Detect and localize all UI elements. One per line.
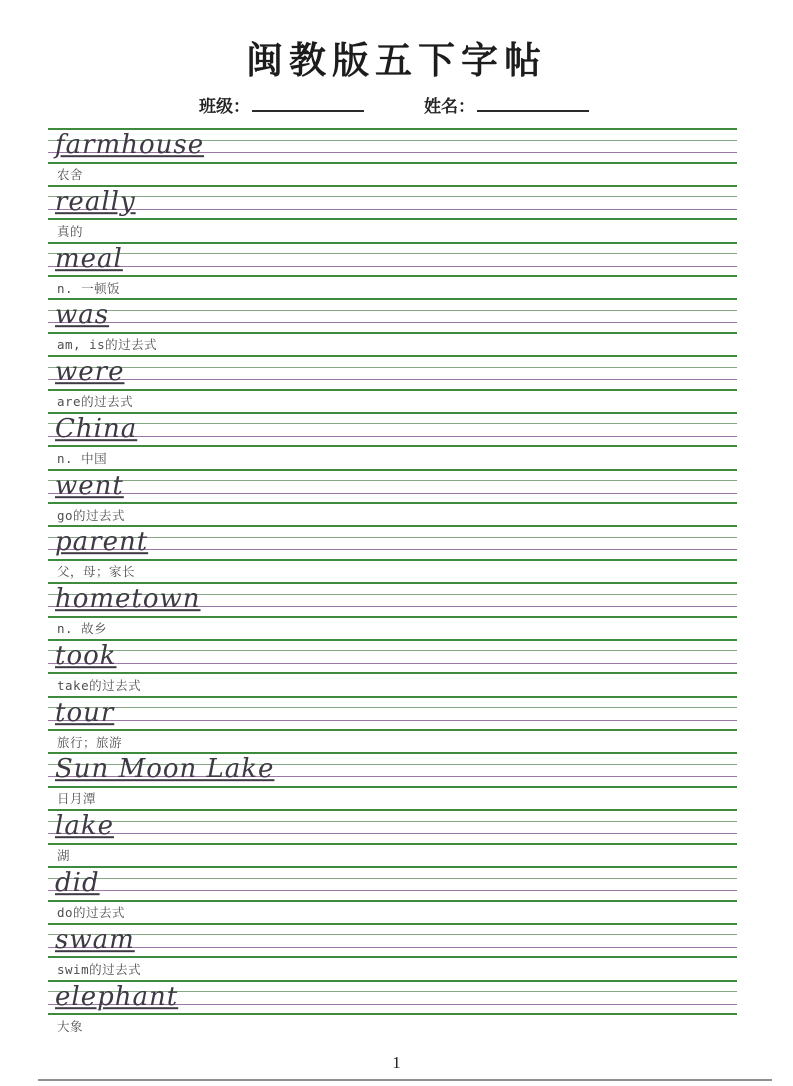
writing-grid — [48, 298, 737, 334]
word-block — [48, 696, 737, 753]
chinese-meaning: 农舍 — [57, 167, 84, 182]
grid-line-top — [48, 809, 737, 811]
writing-grid — [48, 525, 737, 561]
english-word: Sun Moon Lake — [55, 754, 275, 785]
grid-line-xheight — [48, 423, 737, 424]
grid-line-xheight — [48, 196, 737, 197]
writing-grid — [48, 866, 737, 902]
chinese-meaning: n. 一顿饭 — [57, 280, 121, 296]
grid-line-baseline — [48, 493, 737, 494]
word-block — [48, 752, 737, 809]
grid-line-top — [48, 242, 737, 244]
word-block — [48, 355, 737, 412]
grid-line-baseline — [48, 663, 737, 664]
word-block — [48, 923, 737, 980]
grid-line-baseline — [48, 549, 737, 550]
writing-grid — [48, 185, 737, 221]
writing-grid — [48, 242, 737, 278]
english-word: tour — [55, 697, 115, 728]
chinese-meaning: n. 故乡 — [57, 621, 108, 637]
writing-grid — [48, 923, 737, 959]
grid-line-top — [48, 412, 737, 414]
grid-line-baseline — [48, 720, 737, 721]
chinese-meaning: 父，母；家长 — [57, 564, 136, 580]
grid-line-top — [48, 185, 737, 187]
chinese-meaning: do的过去式 — [57, 905, 126, 920]
english-word: did — [55, 868, 100, 899]
writing-grid — [48, 412, 737, 448]
english-word: swam — [55, 924, 135, 955]
word-block — [48, 980, 737, 1037]
name-label: 姓名： — [424, 97, 475, 116]
english-word: meal — [55, 243, 123, 274]
english-word: were — [55, 357, 125, 388]
english-word: was — [55, 300, 110, 331]
grid-line-top — [48, 923, 737, 925]
grid-line-xheight — [48, 537, 737, 538]
word-block — [48, 469, 737, 526]
grid-line-xheight — [48, 707, 737, 708]
grid-line-top — [48, 298, 737, 300]
english-word: really — [55, 186, 136, 217]
english-word: parent — [55, 527, 149, 558]
chinese-meaning: am, is的过去式 — [57, 337, 158, 353]
grid-line-baseline — [48, 890, 737, 891]
word-block — [48, 412, 737, 469]
class-blank-line — [252, 95, 364, 112]
writing-grid — [48, 696, 737, 732]
word-block — [48, 639, 737, 696]
word-block — [48, 809, 737, 866]
grid-line-xheight — [48, 367, 737, 368]
grid-line-xheight — [48, 821, 737, 822]
word-block — [48, 298, 737, 355]
chinese-meaning: take的过去式 — [57, 677, 142, 693]
grid-line-top — [48, 469, 737, 471]
grid-line-top — [48, 639, 737, 641]
word-block — [48, 525, 737, 582]
english-word: went — [55, 470, 124, 501]
writing-grid — [48, 128, 737, 164]
grid-line-xheight — [48, 253, 737, 254]
writing-grid — [48, 582, 737, 618]
english-word: took — [55, 641, 117, 672]
chinese-meaning: n. 中国 — [57, 450, 108, 466]
word-block — [48, 242, 737, 299]
grid-line-baseline — [48, 379, 737, 380]
writing-grid — [48, 809, 737, 845]
grid-line-baseline — [48, 322, 737, 323]
grid-line-top — [48, 696, 737, 698]
chinese-meaning: 真的 — [57, 223, 84, 239]
english-word: farmhouse — [55, 130, 205, 161]
word-block — [48, 185, 737, 242]
english-word: hometown — [55, 584, 201, 615]
class-label: 班级： — [199, 97, 250, 116]
word-block — [48, 866, 737, 923]
name-blank-line — [477, 95, 589, 112]
writing-grid — [48, 980, 737, 1016]
chinese-meaning: 大象 — [57, 1018, 84, 1034]
footer-rule — [38, 1079, 772, 1081]
word-block — [48, 582, 737, 639]
writing-grid — [48, 469, 737, 505]
grid-line-xheight — [48, 934, 737, 935]
writing-grid — [48, 752, 737, 788]
grid-line-baseline — [48, 947, 737, 948]
writing-grid — [48, 639, 737, 675]
page-number: 1 — [392, 1053, 401, 1072]
chinese-meaning: 日月潭 — [57, 791, 97, 807]
grid-line-xheight — [48, 480, 737, 481]
grid-line-xheight — [48, 310, 737, 311]
name-field — [424, 92, 589, 117]
class-field — [199, 92, 364, 117]
grid-line-baseline — [48, 833, 737, 834]
chinese-meaning: are的过去式 — [57, 394, 134, 410]
grid-line-baseline — [48, 209, 737, 210]
grid-line-baseline — [48, 266, 737, 267]
word-blocks — [48, 128, 737, 1048]
grid-line-xheight — [48, 650, 737, 651]
grid-line-top — [48, 866, 737, 868]
grid-line-top — [48, 525, 737, 527]
english-word: China — [55, 414, 138, 445]
writing-grid — [48, 355, 737, 391]
grid-line-top — [48, 355, 737, 357]
grid-line-xheight — [48, 878, 737, 879]
english-word: elephant — [55, 981, 179, 1012]
page-title: 闽教版五下字帖 — [246, 41, 547, 82]
english-word: lake — [55, 811, 114, 842]
chinese-meaning: go的过去式 — [57, 507, 126, 523]
word-block — [48, 128, 737, 185]
chinese-meaning: 湖 — [57, 848, 71, 864]
chinese-meaning: 旅行；旅游 — [57, 734, 123, 750]
chinese-meaning: swim的过去式 — [57, 961, 142, 977]
grid-line-baseline — [48, 436, 737, 437]
